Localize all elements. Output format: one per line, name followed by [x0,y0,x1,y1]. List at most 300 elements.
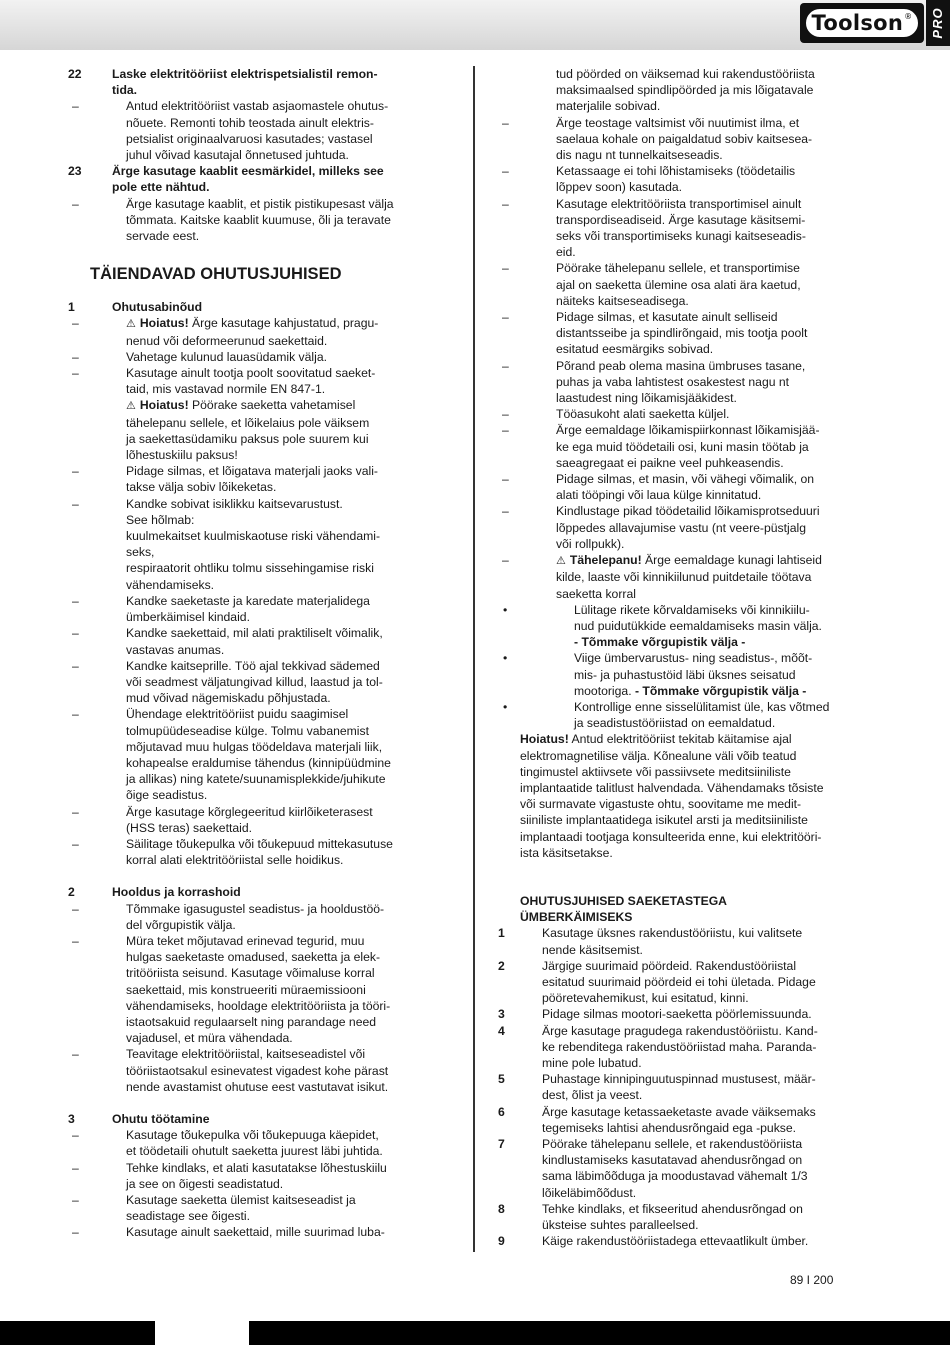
warning-icon: ⚠ [126,318,136,331]
line-text: Ketassaage ei tohi lõhistamiseks (töödetailis [556,164,796,179]
text-line [72,98,425,114]
line-text: kuulmekaitset kuulmiskaotuse riski vähendami- [126,529,381,544]
list-marker: – [502,310,509,325]
text-line [520,520,862,536]
text-line [520,634,862,650]
warning-icon: ⚠ [556,555,566,568]
text-line [498,1136,862,1152]
text-line [72,658,425,674]
text-line [520,277,862,293]
line-text: vastavas anumas. [126,642,225,657]
list-marker: • [503,699,508,714]
text-line [90,544,425,560]
line-text: Ärge kasutage pragudega rakendustööriistu. Kand- [542,1023,818,1038]
line-text: Kasutage ainult saekettaid, mille suurimad luba- [126,1225,385,1240]
text-line [72,1224,425,1240]
text-line [520,942,862,958]
text-line [90,723,425,739]
line-text: maksimaalsed spindlipöörded ja mis lõigatavale [556,83,814,98]
list-marker: – [72,316,79,331]
text-line [72,1127,425,1143]
line-text: Puhastage kinnipinguutuspinnad mustusest, määr- [542,1072,816,1087]
line-text: Ärge kasutage ketassaeketaste avade väiksemaks [542,1104,816,1119]
list-marker: – [72,707,79,722]
text-line [498,1233,862,1249]
line-text: Pöörake saeketta vahetamisel [188,398,356,413]
warning-label: Hoiatus! [139,316,189,331]
line-text: tida. [112,83,138,98]
line-text: respiraatorit ohtliku tolmu sissehingamise riski [126,561,374,576]
list-marker: – [72,593,79,608]
list-marker: – [72,349,79,364]
line-text: servade eest. [126,229,200,244]
text-line [90,998,425,1014]
line-text: Antud elektritööriist vastab asjaomastele ohutus- [126,99,389,114]
text-line [68,1111,425,1127]
list-marker: 5 [498,1072,505,1087]
text-line [90,431,425,447]
text-line [90,1143,425,1159]
text-line [68,163,425,179]
text-line [72,933,425,949]
text-line [520,455,862,471]
line-text: nende käsitsemist. [542,942,643,957]
text-line [90,333,425,349]
line-text: kohapealse eraldumise tähendus (kinnipüüdmine [126,755,391,770]
column-divider [473,66,475,1252]
line-text: hulgas saeketaste omadused, saeketta ja elek- [126,950,381,965]
text-line [520,325,862,341]
line-text: ja saekettasüdamiku paksus pole suurem kui [126,431,369,446]
line-text: või rollpukk). [556,536,625,551]
text-line [90,917,425,933]
line-text: (HSS teras) saekettaid. [126,820,252,835]
line-text: Pidage silmas, et masin, või vähegi võimalik, on [556,472,815,487]
line-text: saeketta korral [556,586,636,601]
list-marker: 6 [498,1104,505,1119]
line-text: mud võivad nägemiskadu põhjustada. [126,691,331,706]
line-text: alati tööpingi või laua külge kinnitatud. [556,488,762,503]
line-text: ja see on õigesti seadistatud. [126,1176,284,1191]
text-line [520,618,862,634]
spacer [520,877,862,893]
warning-label: Hoiatus! [139,398,189,413]
line-text: seadistage see õigesti. [126,1209,250,1224]
text-line [90,820,425,836]
line-text: tolmupüüdeseadise külge. Tolmu vabanemist [126,723,369,738]
line-text: tingimustel aktiivsete või passiivsete meditsiiniliste [520,764,791,779]
text-line [520,683,862,699]
list-marker: 7 [498,1137,505,1151]
line-text: puhas ja vaba lahtistest osakestest nagu nt [556,374,790,389]
text-line [502,503,862,519]
list-marker: – [502,196,509,211]
line-text: Tõmmake igasugustel seadistus- ja hooldustöö- [126,901,385,916]
line-text: tööriistaotsakul esinevatest vigadest kohe pärast [126,1063,389,1078]
line-text: Järgige suurimaid pöördeid. Rakendustööriistal [542,958,797,973]
list-marker: 3 [68,1111,75,1126]
text-line [520,374,862,390]
line-text: ke ega muid töödetaili osi, kuni masin töötab ja [556,439,809,454]
list-marker: – [502,164,509,179]
text-line [520,244,862,260]
text-line [520,812,862,828]
text-line [520,536,862,552]
line-text: õige seadistus. [126,788,208,803]
spacer [520,861,862,877]
line-text: vajadusel, et müra vähendada. [126,1031,293,1046]
text-line [72,1160,425,1176]
text-line [90,642,425,658]
text-line [502,552,862,569]
line-text: ajal on saeketta ülemine osa alati ära kaetud, [556,277,801,292]
text-line [520,715,862,731]
text-line [90,739,425,755]
list-marker: – [502,472,509,487]
text-line [502,196,862,212]
section-heading: TÄIENDAVAD OHUTUSJUHISED [90,265,342,284]
text-line [502,358,862,374]
list-marker: – [72,1160,79,1175]
line-text: Kasutage ainult tootja poolt soovitatud saeket- [126,366,376,381]
text-line [90,949,425,965]
line-text: Lülitage rikete kõrvaldamiseks või kinnikiilu- [574,602,810,617]
brand-logo-inner [805,8,919,38]
text-line [90,1030,425,1046]
text-line [520,909,862,925]
line-text: Tehke kindlaks, et fikseeritud ahendusrõngad on [542,1201,803,1216]
line-text: kindlustamiseks kasutatavad ahendusrõngad on [542,1153,803,1168]
list-marker: – [72,196,79,211]
text-line [520,487,862,503]
warning-label: Tähelepanu! [569,553,642,568]
line-text: lõppev soon) kasutada. [556,180,683,195]
list-marker: 1 [68,300,75,315]
text-line [502,471,862,487]
text-line [72,901,425,917]
list-marker: – [72,1225,79,1240]
right-column [498,66,862,1249]
line-text: ümberkäimisel kindaid. [126,610,250,625]
list-marker: – [72,496,79,511]
line-text: del võrgupistik välja. [126,917,236,932]
text-line [68,66,425,82]
text-line [90,381,425,397]
line-text: pööretevahemikust, kui esitatud, kinni. [542,991,749,1006]
text-line [520,731,862,747]
line-text: või surmavate vigastuste ohtu, soovitame me medit- [520,797,802,812]
line-text: juhul võivad kasutajal õnnetused juhtuda. [126,148,349,163]
line-text: Pöörake tähelepanu sellele, et rakendustööriista [542,1137,803,1151]
line-text: elektromagnetilise välja. Kõnealune väli võib teatud [520,748,797,763]
list-marker: – [72,626,79,641]
line-text: tritööriista seisund. Kasutage võimaluse korral [126,966,375,981]
text-line [68,299,425,315]
line-text: saekettaid, mis konstrueeriti müraemissiooni [126,982,366,997]
text-line [520,586,862,602]
line-text: ista käsitsetakse. [520,845,613,860]
text-line [503,650,862,666]
list-marker: • [503,602,508,617]
line-text: istaotsakuid regulaarselt ning parandage need [126,1014,377,1029]
text-line [72,463,425,479]
list-marker: – [72,804,79,819]
warning-icon: ⚠ [126,400,136,413]
line-text: Ohutu töötamine [112,1111,210,1126]
text-line [90,965,425,981]
list-marker: – [72,1193,79,1207]
text-line [90,577,425,593]
line-text: tegemiseks lahtisi ahendusrõngaid ega -pukse. [542,1120,797,1135]
line-text: dest, õlist ja veest. [542,1088,643,1103]
line-text: nud puidutükkide eemaldamiseks masin välja. [574,618,822,633]
line-text: Käige rakendustööriistadega ettevaatlikult ümber. [542,1234,809,1249]
line-text: Kasutage saeketta ülemist kaitseseadist ja [126,1193,356,1207]
line-text: Viige ümbervarustus- ning seadistus-, mõõt- [574,651,813,666]
brand-logo [800,3,924,43]
list-marker: – [72,1128,79,1143]
text-line [90,415,425,431]
line-text: See hõlmab: [126,512,195,527]
text-line [520,1055,862,1071]
text-line [498,925,862,941]
text-line [520,1152,862,1168]
list-marker: 4 [498,1023,505,1038]
pro-tab [926,0,950,46]
line-text: pole ette nähtud. [112,180,210,195]
text-line [498,1071,862,1087]
line-text: sama läbimõõduga ja moodustavad vähemalt 1/3 [542,1169,808,1184]
line-text: Ühendage elektritööriist puidu saagimisel [126,707,349,722]
list-marker: • [503,651,508,666]
line-text: näiteks kaitseseadisega. [556,293,689,308]
text-line [90,755,425,771]
line-text: implantaatide talitlust halvendada. Vähendamaks tõsiste [520,780,824,795]
line-text: vähendamiseks. [126,577,215,592]
line-text: Pöörake tähelepanu sellele, et transportimise [556,261,800,276]
text-line [90,131,425,147]
text-line [72,625,425,641]
line-text: lõppedes allavajumise vastu (nt veere-püstjalg [556,520,806,535]
list-marker: 23 [68,164,82,179]
text-line [90,787,425,803]
text-line [520,829,862,845]
text-line [72,836,425,852]
line-text: transpordiseadiseid. Ärge kasutage käsitsemi- [556,212,806,227]
line-text: Kandke saeketaste ja karedate materjalidega [126,593,370,608]
list-marker: – [502,358,509,373]
text-line [72,804,425,820]
line-text: Kasutage tõukepulka või tõukepuuga käepidet, [126,1128,379,1143]
line-text: Ärge teostage valtsimist või nuutimist ilma, et [556,115,800,130]
line-text: mootoriga. [574,683,635,698]
brand-name: Toolson [811,10,904,35]
text-line [90,690,425,706]
line-text: Pidage silmas, et kasutate ainult selliseid [556,310,778,325]
line-text: Ärge kasutage kaablit, et pistik pistikupesast välja [126,196,394,211]
text-line [90,609,425,625]
line-text: lõhestuskiilu paksus! [126,448,238,463]
line-text: Ohutusabinõud [112,300,203,315]
list-marker: – [502,261,509,276]
line-text: Põrand peab olema masina ümbruses tasane, [556,358,806,373]
text-line [90,82,425,98]
text-line [520,990,862,1006]
line-text: implantaadi tootjaga konsulteerida enne, kui elektritööri- [520,829,822,844]
list-marker: – [72,1047,79,1062]
text-line [502,260,862,276]
text-line [72,1192,425,1208]
line-text: saeagregaat ei paikne veel puhkeasendis. [556,455,784,470]
line-text: Säilitage tõukepulka või tõukepuud mittekasutuse [126,836,393,851]
text-line [72,496,425,512]
text-line [498,1006,862,1022]
line-text: materjalile sobivad. [556,99,661,114]
text-line [90,1014,425,1030]
line-text: tud pöörded on väiksemad kui rakendustööriista [556,67,815,81]
line-text: Vahetage kulunud lauasüdamik välja. [126,349,328,364]
line-text: Kindlustage pikad töödetailid lõikamisprotseduuri [556,504,820,519]
text-line [90,115,425,131]
text-line [503,699,862,715]
text-line [90,1063,425,1079]
list-marker: 2 [498,958,505,973]
text-line [520,796,862,812]
pro-label: PRO [929,7,945,39]
list-marker: – [72,464,79,479]
line-text: lõikeläbimõõdust. [542,1185,637,1200]
line-text: ke rebenditega rakendustööriistad maha. Paranda- [542,1039,817,1054]
line-text: Kandke saekettaid, mil alati praktiliselt võimalik, [126,626,383,641]
text-line [520,1087,862,1103]
text-line [72,593,425,609]
text-line [520,893,862,909]
text-line [503,602,862,618]
text-line [72,365,425,381]
list-marker: – [72,366,79,381]
text-line [90,479,425,495]
page-number: 89 I 200 [790,1273,834,1287]
text-line [90,179,425,195]
left-column [68,66,425,1241]
line-text: Teavitage elektritööriistal, kaitseseadistel või [126,1047,366,1062]
text-line [90,982,425,998]
line-text: Pidage silmas, et lõigatava materjali jaoks vali- [126,464,378,479]
line-text: nõuete. Remonti tohib teostada ainult elektris- [126,115,374,130]
line-text: saelaua kohale on paigaldatud sobiv kaitsesea- [556,131,813,146]
text-line [502,115,862,131]
line-text: mis- ja puhastustöid läbi üksnes seisatud [574,667,796,682]
list-marker: – [502,553,509,568]
text-line [90,771,425,787]
text-line [72,196,425,212]
text-line [520,974,862,990]
text-line [90,228,425,244]
text-line [72,706,425,722]
text-line [520,667,862,683]
text-line [520,341,862,357]
text-line [502,309,862,325]
line-text: Ärge kasutage kaablit eesmärkidel, milleks see [112,164,384,179]
line-text: Pidage silmas mootori-saeketta pöörlemissuunda. [542,1007,812,1022]
line-text: Ärge eemaldage lõikamispiirkonnast lõikamisjää- [556,423,820,438]
list-marker: 2 [68,885,75,900]
line-text: Kasutage üksnes rakendustööriistu, kui valitsete [542,926,803,941]
text-line [520,98,862,114]
line-text: mine pole lubatud. [542,1055,642,1070]
text-line [72,315,425,332]
emphasis-text: - Tõmmake võrgupistik välja - [634,683,807,698]
footer-bar-gap [155,1321,249,1345]
line-text: tõmmata. Kaitske kaablit kuumuse, õli ja teravate [126,212,391,227]
text-line [90,212,425,228]
text-line [498,958,862,974]
line-text: Ärge kasutage kahjustatud, pragu- [188,316,379,331]
line-text: seks või transportimiseks kunagi kaitseseadis- [556,229,806,244]
text-line [520,780,862,796]
footer-bar [0,1321,950,1345]
list-marker: 9 [498,1234,505,1249]
text-line [90,512,425,528]
list-marker: 22 [68,67,82,81]
text-line [502,163,862,179]
text-line [520,845,862,861]
spacer [90,868,425,884]
text-line [90,1079,425,1095]
line-text: Kontrollige enne sisselülitamist üle, kas võtmed [574,699,830,714]
emphasis-text: - Tõmmake võrgupistik välja - [574,635,746,650]
text-line [520,66,862,82]
line-text: OHUTUSJUHISED SAEKETASTEGA [520,893,727,908]
line-text: Tööasukoht alati saeketta küljel. [556,407,730,422]
list-marker: – [72,901,79,916]
line-text: Kandke sobivat isiklikku kaitsevarustust. [126,496,343,511]
line-text: või seadmest väljatungivad killud, laastud ja tol- [126,674,383,689]
line-text: Kasutage elektritööriista transportimisel ainult [556,196,802,211]
line-text: taid, mis vastavad normile EN 847-1. [126,382,326,397]
text-line [520,1039,862,1055]
text-line [90,674,425,690]
text-line [502,406,862,422]
line-text: seks, [126,545,155,560]
line-text: ÜMBERKÄIMISEKS [520,910,633,925]
text-line [520,179,862,195]
line-text: nende avastamist ohutuse eest vastutavat isikut. [126,1079,389,1094]
warning-label: Hoiatus! [520,732,569,747]
text-line [90,528,425,544]
text-line [520,212,862,228]
list-marker: – [502,504,509,519]
text-line [520,1168,862,1184]
text-line [520,131,862,147]
text-line [72,1046,425,1062]
line-text: nenud või deformeerunud saekettaid. [126,333,328,348]
line-text: takse välja sobiv lõikeketas. [126,480,277,495]
list-marker: – [72,933,79,948]
line-text: laastudest ning lõikamisjääkidest. [556,391,737,406]
text-line [90,397,425,414]
line-text: mõjutavad muu hulgas töödeldava materjali liik, [126,739,383,754]
list-marker: – [72,99,79,114]
text-line [520,390,862,406]
text-line [520,228,862,244]
list-marker: – [502,115,509,130]
text-line [90,852,425,868]
line-text: esitatud suurimaid pöördeid ei tohi ületada. Pidage [542,974,816,989]
line-text: Kandke kaitseprille. Töö ajal tekkivad sädemed [126,658,380,673]
text-line [520,1217,862,1233]
text-line [520,147,862,163]
